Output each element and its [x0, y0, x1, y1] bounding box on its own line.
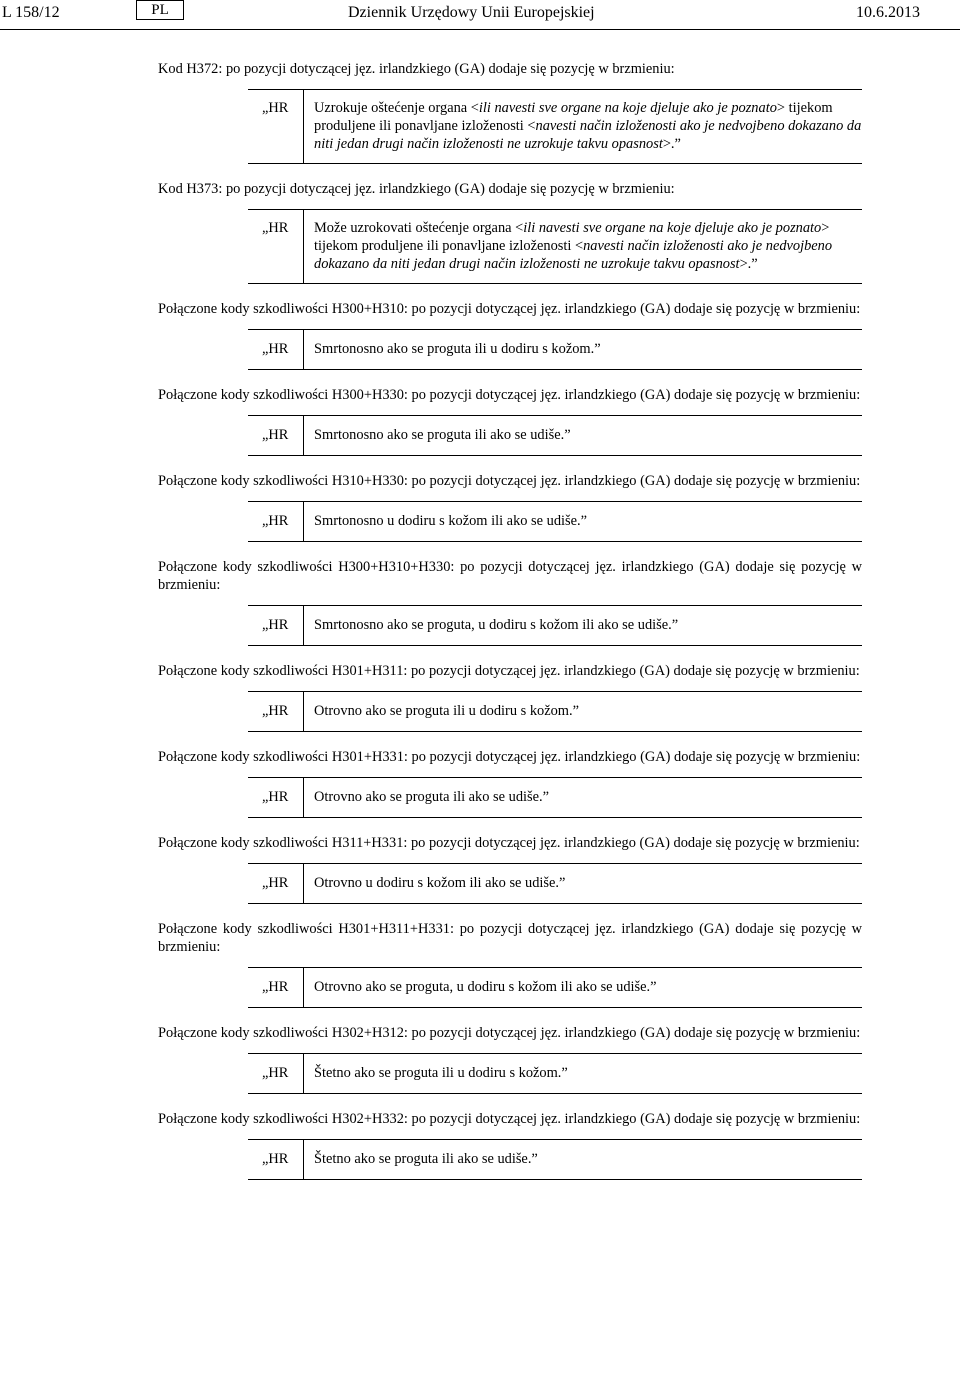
amendment-language: „HR: [248, 778, 304, 817]
document-body: [158, 60, 862, 1196]
amendment-text: Otrovno ako se proguta, u dodiru s kožom ili ako se udiše.”: [314, 979, 657, 995]
header-divider: [0, 29, 960, 30]
amendment-box: [248, 329, 862, 370]
amendment-text: Smrtonosno ako se proguta ili u dodiru s kožom.”: [314, 341, 601, 357]
amendment-text: Otrovno ako se proguta ili u dodiru s kožom.”: [314, 703, 579, 719]
amendment-box: [248, 691, 862, 732]
section-intro: Połączone kody szkodliwości H311+H331: po pozycji dotyczącej jęz. irlandzkiego (GA) dodaje się pozycję w brzmieniu:: [158, 835, 860, 851]
amendment-box: [248, 777, 862, 818]
amendment-box: [248, 501, 862, 542]
page-number: L 158/12: [2, 4, 60, 21]
section-intro: Połączone kody szkodliwości H301+H331: po pozycji dotyczącej jęz. irlandzkiego (GA) dodaje się pozycję w brzmieniu:: [158, 749, 861, 765]
section-intro: Połączone kody szkodliwości H300+H310+H330: po pozycji dotyczącej jęz. irlandzkiego (GA) dodaje się pozycję w brzmieniu:: [158, 559, 862, 593]
amendment-text: Može uzrokovati oštećenje organa <ili navesti sve organe na koje djeluje ako je poznato> tijekom produljene ili ponavljane izloženosti <navesti način izloženosti ako je nedvojbeno dokazano da niti jedan drugi način izloženosti ne uzrokuje takvu opasnost>.”: [314, 220, 833, 272]
amendment-box: [248, 415, 862, 456]
amendment-text: Otrovno u dodiru s kožom ili ako se udiše.”: [314, 875, 566, 891]
section-intro: Kod H372: po pozycji dotyczącej jęz. irlandzkiego (GA) dodaje się pozycję w brzmieniu:: [158, 61, 675, 77]
amendment-language: „HR: [248, 1140, 304, 1179]
amendment-box: [248, 209, 862, 284]
section-intro: Połączone kody szkodliwości H300+H330: po pozycji dotyczącej jęz. irlandzkiego (GA) dodaje się pozycję w brzmieniu:: [158, 387, 861, 403]
section-intro: Kod H373: po pozycji dotyczącej jęz. irlandzkiego (GA) dodaje się pozycję w brzmieniu:: [158, 181, 675, 197]
journal-title: Dziennik Urzędowy Unii Europejskiej: [348, 4, 595, 21]
amendment-box: [248, 605, 862, 646]
section-intro: Połączone kody szkodliwości H301+H311: po pozycji dotyczącej jęz. irlandzkiego (GA) dodaje się pozycję w brzmieniu:: [158, 663, 860, 679]
section-intro: Połączone kody szkodliwości H300+H310: po pozycji dotyczącej jęz. irlandzkiego (GA) dodaje się pozycję w brzmieniu:: [158, 301, 861, 317]
amendment-text: Smrtonosno ako se proguta, u dodiru s kožom ili ako se udiše.”: [314, 617, 679, 633]
language-badge: PL: [136, 0, 184, 20]
amendment-box: [248, 967, 862, 1008]
amendment-language: „HR: [248, 90, 304, 163]
section-intro: Połączone kody szkodliwości H310+H330: po pozycji dotyczącej jęz. irlandzkiego (GA) dodaje się pozycję w brzmieniu:: [158, 473, 861, 489]
amendment-language: „HR: [248, 210, 304, 283]
section-intro: Połączone kody szkodliwości H302+H332: po pozycji dotyczącej jęz. irlandzkiego (GA) dodaje się pozycję w brzmieniu:: [158, 1111, 861, 1127]
amendment-language: „HR: [248, 864, 304, 903]
amendment-language: „HR: [248, 502, 304, 541]
amendment-text: Štetno ako se proguta ili u dodiru s kožom.”: [314, 1065, 568, 1081]
amendment-box: [248, 1053, 862, 1094]
publication-date: 10.6.2013: [856, 4, 920, 21]
amendment-language: „HR: [248, 1054, 304, 1093]
amendment-box: [248, 863, 862, 904]
amendment-language: „HR: [248, 606, 304, 645]
amendment-box: [248, 89, 862, 164]
section-intro: Połączone kody szkodliwości H301+H311+H331: po pozycji dotyczącej jęz. irlandzkiego (GA) dodaje się pozycję w brzmieniu:: [158, 921, 862, 955]
amendment-box: [248, 1139, 862, 1180]
page-header: [0, 0, 960, 30]
amendment-language: „HR: [248, 692, 304, 731]
amendment-language: „HR: [248, 968, 304, 1007]
section-intro: Połączone kody szkodliwości H302+H312: po pozycji dotyczącej jęz. irlandzkiego (GA) dodaje się pozycję w brzmieniu:: [158, 1025, 861, 1041]
amendment-language: „HR: [248, 416, 304, 455]
amendment-text: Smrtonosno u dodiru s kožom ili ako se udiše.”: [314, 513, 588, 529]
amendment-text: Štetno ako se proguta ili ako se udiše.”: [314, 1151, 538, 1167]
amendment-text: Otrovno ako se proguta ili ako se udiše.”: [314, 789, 549, 805]
amendment-text: Uzrokuje oštećenje organa <ili navesti sve organe na koje djeluje ako je poznato> tijekom produljene ili ponavljane izloženosti <navesti način izloženosti ako je nedvojbeno dokazano da niti jedan drugi način izloženosti ne uzrokuje takvu opasnost>.”: [314, 100, 862, 152]
amendment-language: „HR: [248, 330, 304, 369]
amendment-text: Smrtonosno ako se proguta ili ako se udiše.”: [314, 427, 571, 443]
